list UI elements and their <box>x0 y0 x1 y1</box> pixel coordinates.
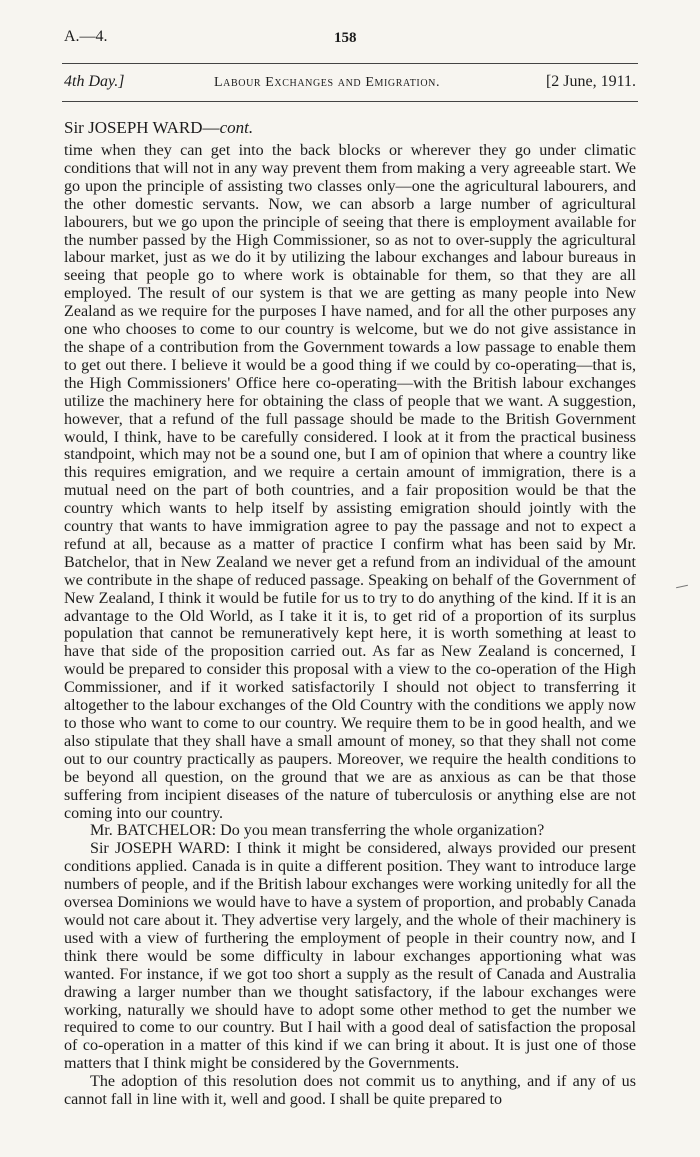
document-reference: A.—4. <box>64 28 108 45</box>
speaker-continued: cont. <box>219 118 254 137</box>
page-number: 158 <box>334 30 357 46</box>
header-rule-bottom <box>62 101 638 102</box>
paragraph: Sir JOSEPH WARD: I think it might be considered, always provided our present conditions applied. Canada is in quite a different position. They want to introduce large numbers of people, and if the British labour exchanges were working unitedly for all the oversea Dominions we would have to have a system of proportion, and probably Canada would not care about it. They advertise very largely, and the whole of their machinery is used with a view of furthering the employment of people in their country now, and I think there would be some difficulty in labour exchanges apportioning what was wanted. For instance, if we got too short a supply as the result of Canada and Australia drawing a larger number than we thought satisfactory, if the labour exchanges were working, naturally we should have to adopt some other method to get the number we required to come to our country. But I hail with a good deal of satisfaction the proposal of co-operation in a matter of this kind if we can bring it about. It is just one of those matters that I think might be considered by the Governments. <box>64 840 636 1073</box>
paragraph: The adoption of this resolution does not commit us to anything, and if any of us cannot fall in line with it, well and good. I shall be quite prepared to <box>64 1073 636 1109</box>
header-rule-top <box>62 63 638 64</box>
paragraph: time when they can get into the back blocks or wherever they go under climatic conditions that will not in any way prevent them from making a very agreeable start. We go upon the principle of assisting two classes only—one the agricultural labourers, and the other domestic servants. Now, we can absorb a large number of agricultural labourers, but we go upon the principle of seeing that there is employment available for the number passed by the High Commissioner, so as not to over-supply the agricultural labour market, just as we do it by utilizing the labour exchanges and labour bureaus in seeing that people go to where work is obtainable for them, so that they are all employed. The result of our system is that we are getting as many people into New Zealand as we require for the purposes I have named, and for all the other purposes any one who chooses to come to our country is welcome, but we do not give assistance in the shape of a contribution from the Government towards a low passage to enable them to get out there. I believe it would be a good thing if we could by co-operating—that is, the High Commissioners' Office here co-operating—with the British labour exchanges utilize the machinery here for obtaining the class of people that we want. A suggestion, however, that a refund of the full passage should be made to the British Government would, I think, have to be carefully considered. I look at it from the practical business standpoint, which may not be a sound one, but I am of opinion that where a country like this requires emigration, and we require a certain amount of immigration, there is a mutual need on the part of both countries, and a fair proposition would be that the country which wants to help itself by assisting emigration should jointly with the country that wants to have immigration agree to pay the passage and not to expect a refund at all, because as a matter of practice I confirm what has been said by Mr. Batchelor, that in New Zealand we never get a refund from an individual of the amount we contribute in the shape of reduced passage. Speaking on behalf of the Government of New Zealand, I think it would be futile for us to try to do anything of the kind. If it is an advantage to the Old World, as I take it it is, to get rid of a proportion of its surplus population that cannot be remuneratively kept here, it is worth something at least to have that side of the proposition carried out. As far as New Zealand is concerned, I would be prepared to consider this proposal with a view to the co-operation of the High Commissioner, and if it worked satisfactorily I should not object to transferring it altogether to the labour exchanges of the Old Country with the conditions we apply now to those who want to come to our country. We require them to be in good health, and we also stipulate that they shall have a small amount of money, so that they shall not come out to our country practically as paupers. Moreover, we require the health conditions to be beyond all question, on the ground that we are as anxious as can be that those suffering from incipient diseases of the nature of tuberculosis or anything else are not coming into our country. <box>64 142 636 822</box>
running-title: Labour Exchanges and Emigration. <box>214 75 441 90</box>
sitting-date: [2 June, 1911. <box>545 73 636 90</box>
margin-pencil-mark <box>676 585 688 588</box>
body-text <box>64 142 636 1109</box>
speaker-name: Sir JOSEPH WARD— <box>64 118 220 137</box>
running-header <box>64 73 636 97</box>
paragraph: Mr. BATCHELOR: Do you mean transferring the whole organization? <box>90 822 545 840</box>
page-top-line <box>64 28 636 50</box>
sitting-day: 4th Day.] <box>64 73 125 90</box>
speaker-heading <box>64 118 253 138</box>
